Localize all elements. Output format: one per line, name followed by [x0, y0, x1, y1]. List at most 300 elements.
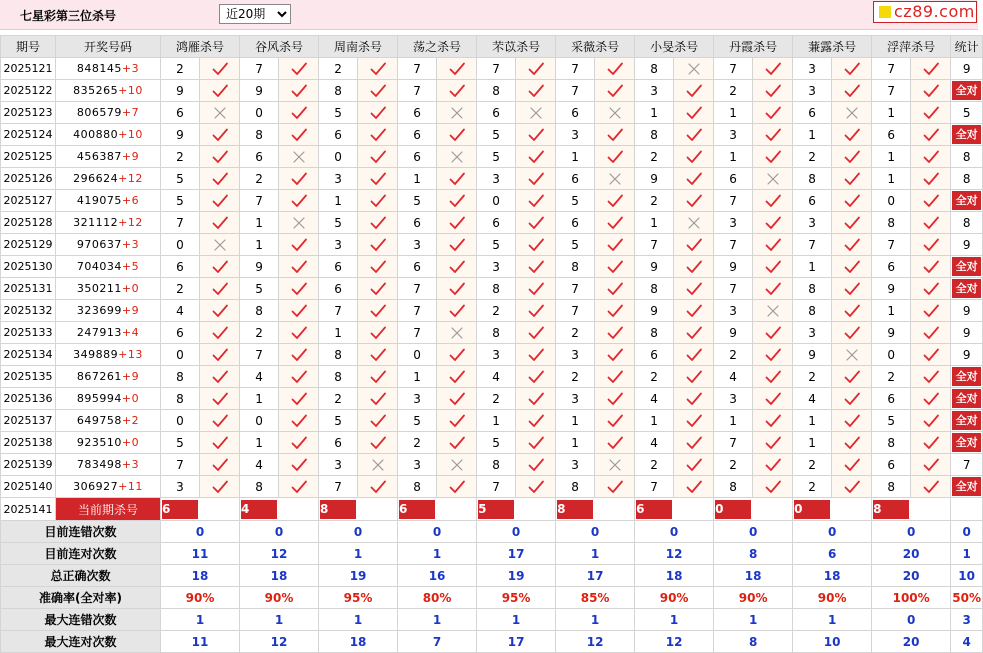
pick-cell: 7 — [872, 234, 911, 256]
table-row — [1, 102, 983, 124]
pick-cell: 5 — [556, 234, 595, 256]
stat-cell — [951, 388, 983, 410]
pick-cell: 7 — [398, 80, 437, 102]
result-correct — [200, 366, 240, 388]
check-icon — [765, 370, 781, 384]
summary-value: 0 — [714, 521, 793, 543]
pick-cell: 5 — [477, 124, 516, 146]
result-correct — [358, 256, 398, 278]
table-row — [1, 212, 983, 234]
summary-value: 50% — [951, 587, 983, 609]
header-expert: 浮萍杀号 — [872, 36, 951, 58]
pick-cell: 7 — [714, 234, 753, 256]
result-correct — [516, 432, 556, 454]
table-row — [1, 278, 983, 300]
result-correct — [911, 410, 951, 432]
pick-cell: 2 — [161, 146, 200, 168]
draw-cell — [56, 146, 161, 168]
result-correct — [279, 234, 319, 256]
summary-value: 95% — [319, 587, 398, 609]
summary-value: 1 — [398, 609, 477, 631]
draw-number: 306927 — [73, 480, 119, 493]
result-correct — [279, 300, 319, 322]
pick-cell: 1 — [319, 190, 358, 212]
pick-cell: 2 — [872, 366, 911, 388]
result-wrong — [595, 168, 635, 190]
result-correct — [753, 256, 793, 278]
result-correct — [911, 80, 951, 102]
result-correct — [911, 278, 951, 300]
check-icon — [449, 172, 465, 186]
pick-cell: 6 — [161, 256, 200, 278]
result-correct — [516, 344, 556, 366]
result-correct — [437, 388, 477, 410]
result-wrong — [437, 322, 477, 344]
summary-value: 3 — [951, 609, 983, 631]
pick-cell: 9 — [161, 124, 200, 146]
check-icon — [923, 62, 939, 76]
check-icon — [212, 392, 228, 406]
check-icon — [449, 260, 465, 274]
stat-cell — [951, 432, 983, 454]
check-icon — [686, 304, 702, 318]
pick-cell: 6 — [161, 102, 200, 124]
check-icon — [212, 194, 228, 208]
summary-value: 1 — [398, 543, 477, 565]
stat-cell — [951, 366, 983, 388]
draw-sum: +10 — [118, 128, 143, 141]
pick-cell: 2 — [635, 190, 674, 212]
draw-sum: +10 — [118, 84, 143, 97]
summary-value: 1 — [714, 609, 793, 631]
pick-cell: 5 — [556, 190, 595, 212]
pick-cell: 3 — [556, 454, 595, 476]
pick-cell: 4 — [714, 366, 753, 388]
draw-cell — [56, 102, 161, 124]
pick-cell: 5 — [161, 432, 200, 454]
check-icon — [291, 304, 307, 318]
check-icon — [370, 150, 386, 164]
summary-value: 6 — [793, 543, 872, 565]
pick-cell: 2 — [793, 366, 832, 388]
kill-number-table — [0, 35, 983, 653]
pick-cell: 0 — [477, 190, 516, 212]
check-icon — [370, 106, 386, 120]
check-icon — [370, 414, 386, 428]
current-pick-badge: 8 — [320, 500, 356, 519]
check-icon — [923, 194, 939, 208]
check-icon — [212, 62, 228, 76]
pick-cell: 7 — [398, 58, 437, 80]
result-correct — [516, 256, 556, 278]
result-correct — [753, 102, 793, 124]
check-icon — [765, 150, 781, 164]
summary-value: 20 — [872, 565, 951, 587]
result-correct — [279, 190, 319, 212]
all-correct-badge: 全对 — [952, 389, 981, 408]
result-correct — [516, 476, 556, 498]
result-wrong — [595, 102, 635, 124]
check-icon — [923, 414, 939, 428]
draw-cell — [56, 58, 161, 80]
pick-cell: 0 — [161, 234, 200, 256]
cross-icon — [450, 106, 464, 120]
summary-value: 1 — [319, 543, 398, 565]
pick-cell: 7 — [635, 476, 674, 498]
result-correct — [911, 432, 951, 454]
summary-value: 1 — [477, 609, 556, 631]
check-icon — [765, 194, 781, 208]
summary-value: 0 — [793, 521, 872, 543]
result-correct — [200, 212, 240, 234]
pick-cell: 3 — [635, 80, 674, 102]
result-correct — [911, 212, 951, 234]
issue-cell: 2025137 — [1, 410, 56, 432]
check-icon — [765, 238, 781, 252]
check-icon — [528, 436, 544, 450]
check-icon — [923, 238, 939, 252]
result-correct — [437, 58, 477, 80]
draw-cell — [56, 80, 161, 102]
summary-value: 8 — [714, 631, 793, 653]
result-correct — [832, 410, 872, 432]
result-correct — [674, 454, 714, 476]
check-icon — [449, 194, 465, 208]
pick-cell: 1 — [714, 410, 753, 432]
table-row — [1, 300, 983, 322]
pick-cell: 5 — [477, 146, 516, 168]
pick-cell: 6 — [398, 212, 437, 234]
header-expert: 芣苡杀号 — [477, 36, 556, 58]
pick-cell: 5 — [319, 212, 358, 234]
pick-cell: 8 — [556, 256, 595, 278]
cross-icon — [687, 216, 701, 230]
pick-cell: 0 — [240, 410, 279, 432]
check-icon — [765, 348, 781, 362]
pick-cell: 3 — [714, 388, 753, 410]
result-correct — [437, 168, 477, 190]
result-correct — [753, 432, 793, 454]
check-icon — [923, 260, 939, 274]
check-icon — [844, 480, 860, 494]
cross-icon — [213, 106, 227, 120]
pick-cell: 1 — [635, 410, 674, 432]
pick-cell: 8 — [398, 476, 437, 498]
check-icon — [291, 414, 307, 428]
check-icon — [449, 480, 465, 494]
stat-cell: 8 — [951, 146, 983, 168]
pick-cell: 1 — [872, 146, 911, 168]
check-icon — [449, 348, 465, 362]
pick-cell: 2 — [161, 58, 200, 80]
check-icon — [291, 326, 307, 340]
summary-label: 目前连错次数 — [1, 521, 161, 543]
check-icon — [844, 150, 860, 164]
pick-cell: 7 — [793, 234, 832, 256]
check-icon — [923, 128, 939, 142]
pick-cell: 6 — [793, 102, 832, 124]
result-correct — [358, 102, 398, 124]
draw-number: 349889 — [73, 348, 119, 361]
result-correct — [832, 322, 872, 344]
draw-sum: +9 — [121, 304, 140, 317]
draw-sum: +9 — [121, 370, 140, 383]
result-correct — [279, 102, 319, 124]
result-wrong — [437, 102, 477, 124]
result-correct — [911, 102, 951, 124]
pick-cell: 6 — [556, 168, 595, 190]
pick-cell: 3 — [714, 124, 753, 146]
result-correct — [674, 344, 714, 366]
stat-cell — [951, 124, 983, 146]
check-icon — [370, 216, 386, 230]
pick-cell: 1 — [398, 366, 437, 388]
draw-sum: +6 — [121, 194, 140, 207]
check-icon — [765, 282, 781, 296]
result-correct — [832, 80, 872, 102]
stat-cell: 8 — [951, 212, 983, 234]
site-logo[interactable] — [873, 1, 977, 23]
pick-cell: 1 — [872, 300, 911, 322]
summary-value: 8 — [714, 543, 793, 565]
pick-cell: 3 — [477, 344, 516, 366]
current-pick-cell — [161, 498, 240, 521]
issue-cell: 2025127 — [1, 190, 56, 212]
draw-sum: +11 — [118, 480, 143, 493]
result-correct — [595, 146, 635, 168]
result-correct — [437, 234, 477, 256]
pick-cell: 8 — [635, 124, 674, 146]
draw-number: 835265 — [73, 84, 119, 97]
check-icon — [212, 348, 228, 362]
pick-cell: 3 — [398, 388, 437, 410]
result-correct — [358, 124, 398, 146]
result-correct — [516, 58, 556, 80]
result-correct — [753, 146, 793, 168]
check-icon — [449, 392, 465, 406]
result-correct — [516, 366, 556, 388]
result-correct — [832, 58, 872, 80]
summary-value: 0 — [319, 521, 398, 543]
pick-cell: 8 — [161, 366, 200, 388]
summary-value: 20 — [872, 631, 951, 653]
draw-sum: +3 — [121, 238, 140, 251]
draw-cell — [56, 168, 161, 190]
summary-row — [1, 587, 983, 609]
check-icon — [370, 392, 386, 406]
check-icon — [923, 106, 939, 120]
draw-sum: +13 — [118, 348, 143, 361]
pick-cell: 2 — [556, 366, 595, 388]
stat-cell: 8 — [951, 168, 983, 190]
result-correct — [279, 476, 319, 498]
pick-cell: 5 — [161, 168, 200, 190]
check-icon — [844, 260, 860, 274]
result-correct — [595, 80, 635, 102]
result-correct — [200, 476, 240, 498]
result-correct — [358, 80, 398, 102]
pick-cell: 7 — [556, 278, 595, 300]
stat-cell: 7 — [951, 454, 983, 476]
check-icon — [844, 282, 860, 296]
check-icon — [686, 172, 702, 186]
pick-cell: 3 — [556, 344, 595, 366]
result-correct — [832, 454, 872, 476]
pick-cell: 6 — [477, 212, 516, 234]
pick-cell: 5 — [477, 234, 516, 256]
result-wrong — [200, 234, 240, 256]
check-icon — [844, 304, 860, 318]
draw-sum: +4 — [121, 326, 140, 339]
check-icon — [291, 392, 307, 406]
result-wrong — [358, 454, 398, 476]
current-pick-cell — [714, 498, 793, 521]
pick-cell: 8 — [793, 278, 832, 300]
table-row — [1, 344, 983, 366]
result-correct — [358, 322, 398, 344]
result-correct — [279, 366, 319, 388]
result-correct — [911, 146, 951, 168]
draw-cell — [56, 476, 161, 498]
draw-number: 704034 — [76, 260, 122, 273]
result-correct — [279, 58, 319, 80]
result-correct — [753, 454, 793, 476]
issue-cell: 2025140 — [1, 476, 56, 498]
check-icon — [449, 62, 465, 76]
check-icon — [212, 370, 228, 384]
issue-cell: 2025122 — [1, 80, 56, 102]
result-correct — [200, 344, 240, 366]
check-icon — [765, 458, 781, 472]
check-icon — [370, 480, 386, 494]
summary-value: 1 — [556, 543, 635, 565]
result-correct — [279, 410, 319, 432]
stat-cell — [951, 476, 983, 498]
pick-cell: 7 — [477, 58, 516, 80]
draw-sum: +3 — [121, 62, 140, 75]
check-icon — [844, 84, 860, 98]
pick-cell: 6 — [398, 146, 437, 168]
draw-cell — [56, 278, 161, 300]
cross-icon — [845, 348, 859, 362]
current-pick-cell — [319, 498, 398, 521]
pick-cell: 9 — [714, 256, 753, 278]
result-correct — [437, 300, 477, 322]
pick-cell: 1 — [635, 102, 674, 124]
stat-cell: 5 — [951, 102, 983, 124]
result-correct — [674, 190, 714, 212]
all-correct-badge: 全对 — [952, 257, 981, 276]
result-correct — [595, 278, 635, 300]
pick-cell: 6 — [556, 102, 595, 124]
result-correct — [674, 278, 714, 300]
summary-row — [1, 609, 983, 631]
pick-cell: 8 — [240, 476, 279, 498]
summary-value: 1 — [951, 543, 983, 565]
issue-cell: 2025135 — [1, 366, 56, 388]
check-icon — [528, 304, 544, 318]
pick-cell: 7 — [714, 58, 753, 80]
result-wrong — [753, 168, 793, 190]
check-icon — [607, 150, 623, 164]
issue-cell: 2025126 — [1, 168, 56, 190]
current-pick-badge: 6 — [162, 500, 198, 519]
pick-cell: 9 — [872, 278, 911, 300]
pick-cell: 3 — [477, 168, 516, 190]
pick-cell: 2 — [477, 300, 516, 322]
summary-value: 11 — [161, 543, 240, 565]
result-correct — [595, 388, 635, 410]
pick-cell: 1 — [793, 256, 832, 278]
stat-cell: 9 — [951, 322, 983, 344]
header-stats: 统计 — [951, 36, 983, 58]
result-correct — [516, 454, 556, 476]
check-icon — [291, 480, 307, 494]
result-correct — [516, 168, 556, 190]
pick-cell: 8 — [872, 212, 911, 234]
check-icon — [844, 238, 860, 252]
result-correct — [595, 344, 635, 366]
result-correct — [753, 124, 793, 146]
summary-value: 100% — [872, 587, 951, 609]
result-correct — [358, 58, 398, 80]
issue-cell: 2025132 — [1, 300, 56, 322]
pick-cell: 3 — [556, 388, 595, 410]
current-stat-cell — [951, 498, 983, 521]
result-correct — [595, 366, 635, 388]
pick-cell: 8 — [240, 124, 279, 146]
check-icon — [370, 304, 386, 318]
summary-value: 0 — [240, 521, 319, 543]
check-icon — [370, 84, 386, 98]
cross-icon — [213, 238, 227, 252]
draw-cell — [56, 388, 161, 410]
result-correct — [753, 278, 793, 300]
check-icon — [528, 216, 544, 230]
issue-cell: 2025130 — [1, 256, 56, 278]
pick-cell: 6 — [872, 256, 911, 278]
pick-cell: 4 — [635, 388, 674, 410]
period-select[interactable] — [219, 4, 291, 24]
check-icon — [291, 106, 307, 120]
result-correct — [832, 366, 872, 388]
summary-value: 90% — [714, 587, 793, 609]
result-correct — [358, 410, 398, 432]
check-icon — [765, 414, 781, 428]
current-pick-cell — [793, 498, 872, 521]
header-expert: 谷风杀号 — [240, 36, 319, 58]
pick-cell: 1 — [319, 322, 358, 344]
current-pick-badge: 5 — [478, 500, 514, 519]
summary-value: 1 — [161, 609, 240, 631]
pick-cell: 2 — [793, 476, 832, 498]
draw-cell — [56, 432, 161, 454]
summary-value: 0 — [477, 521, 556, 543]
draw-cell — [56, 124, 161, 146]
check-icon — [528, 348, 544, 362]
check-icon — [607, 216, 623, 230]
pick-cell: 2 — [635, 146, 674, 168]
summary-value: 17 — [477, 543, 556, 565]
result-correct — [200, 410, 240, 432]
check-icon — [212, 282, 228, 296]
current-pick-cell — [556, 498, 635, 521]
result-correct — [753, 190, 793, 212]
check-icon — [449, 216, 465, 230]
result-correct — [832, 256, 872, 278]
result-correct — [516, 212, 556, 234]
header-expert: 鸿雁杀号 — [161, 36, 240, 58]
